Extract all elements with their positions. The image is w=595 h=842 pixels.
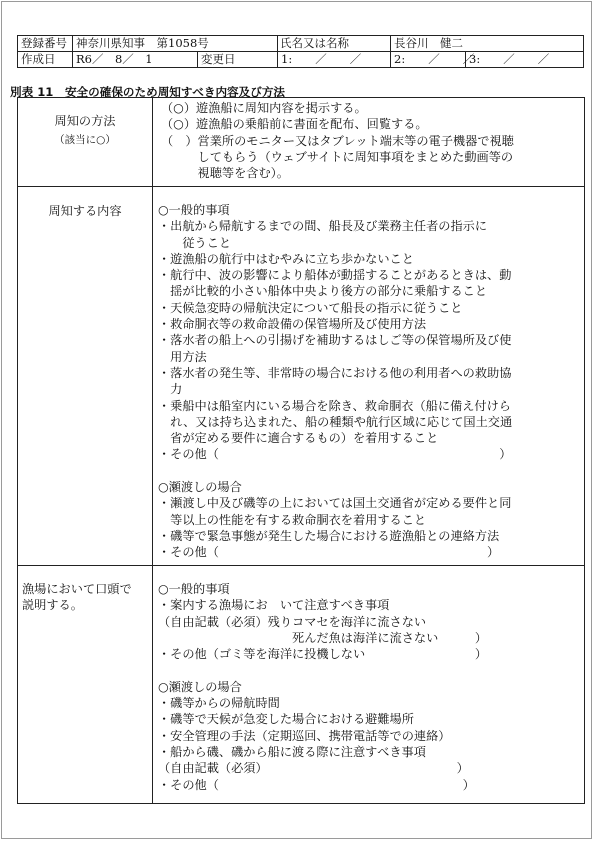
method-line: してもらう（ウェブサイトに周知事項をまとめた動画等の: [161, 149, 514, 164]
list-item: （自由記載（必須）残りコマセを海洋に流さない: [158, 614, 427, 629]
list-item: ・出航から帰航するまでの間、船長及び業務主任者の指示に: [158, 219, 488, 234]
content-text-cell: [153, 187, 585, 566]
list-item: ・案内する漁場にお いて注意すべき事項: [158, 598, 390, 613]
header-row-dates: [18, 52, 584, 68]
list-item: ・落水者の発生等、非常時の場合における他の利用者への救助協: [158, 365, 512, 380]
list-item: ・その他（ ）: [158, 545, 500, 560]
created-value: R6／ 8／ 1: [73, 52, 198, 68]
list-item: ・落水者の船上への引揚げを補助するはしご等の保管場所及び使: [158, 333, 512, 348]
changed-label: 変更日: [198, 52, 278, 68]
oral-label-cell: [18, 566, 153, 804]
list-item: ・その他（ゴミ等を海洋に投機しない ）: [158, 647, 488, 662]
method-line: 視聴等を含む）。: [161, 166, 289, 181]
list-item: （自由記載（必須） ）: [158, 761, 469, 776]
list-item: 用方法: [158, 349, 207, 364]
ferry-heading: ○瀬渡しの場合: [158, 679, 242, 694]
method-content-cell: [153, 98, 585, 187]
list-item: ・その他（ ）: [158, 447, 512, 462]
header-row-registration: [18, 36, 584, 52]
name-value: 長谷川 健二: [391, 36, 584, 52]
list-item: ・磯等からの帰航時間: [158, 696, 280, 711]
list-item: ・磯等で天候が急変した場合における避難場所: [158, 712, 414, 727]
method-line: （○）遊漁船の乗船前に書面を配布、回覧する。: [161, 117, 428, 132]
list-item: 等以上の性能を有する救命胴衣を着用すること: [158, 512, 427, 527]
list-item: ・その他（ ）: [158, 777, 475, 792]
method-line: （○）遊漁船に周知内容を掲示する。: [161, 101, 367, 115]
method-label: 周知の方法: [54, 114, 116, 128]
content-label: 周知する内容: [48, 204, 122, 218]
list-item: ・瀬渡し中及び磯等の上においては国土交通省が定める要件と同: [158, 496, 512, 511]
registration-header-table: [17, 35, 584, 68]
change-date-3: 3: ／ ／: [466, 52, 584, 68]
list-item: 省が定める要件に適合するもの）を着用すること: [158, 431, 439, 446]
list-item: 力: [158, 382, 183, 397]
spacer: [158, 463, 584, 479]
method-line: （ ）営業所のモニター又はタブレット端末等の電子機器で視聴: [161, 133, 514, 148]
list-item: ・遊漁船の航行中はむやみに立ち歩かないこと: [158, 251, 414, 266]
list-item: ・船から磯、磯から船に渡る際に注意すべき事項: [158, 744, 426, 759]
oral-label-line: 説明する。: [22, 598, 83, 613]
oral-content-cell: [153, 566, 585, 804]
content-label-cell: [18, 187, 153, 566]
list-item: れ、又は持ち込まれた、船の種類や航行区域に応じて国土交通: [158, 414, 513, 429]
list-item: 揺が比較的小さい船体中央より後方の部分に乗船すること: [158, 284, 488, 299]
safety-notice-table: [17, 97, 585, 804]
row-content: [18, 187, 585, 566]
created-label: 作成日: [18, 52, 73, 68]
reg-no-value: 神奈川県知事 第1058号: [73, 36, 278, 52]
reg-no-label: 登録番号: [18, 36, 73, 52]
row-oral: [18, 566, 585, 804]
list-item: ・安全管理の手法（定期巡回、携帯電話等での連絡）: [158, 728, 451, 743]
row-method: [18, 98, 585, 187]
list-item: 従うこと: [158, 235, 232, 250]
list-item: 死んだ魚は海洋に流さない ）: [158, 630, 488, 645]
spacer: [158, 662, 584, 678]
list-item: ・航行中、波の影響により船体が動揺することがあるときは、動: [158, 268, 512, 283]
method-sublabel: （該当に○）: [54, 134, 116, 146]
list-item: ・磯等で緊急事態が発生した場合における遊漁船との連絡方法: [158, 528, 500, 543]
list-item: ・乗船中は船室内にいる場合を除き、救命胴衣（船に備え付けら: [158, 398, 511, 413]
method-label-cell: [18, 98, 153, 187]
table-title: 別表 11 安全の確保のため周知すべき内容及び方法: [10, 85, 286, 99]
general-heading: ○一般的事項: [158, 582, 230, 596]
change-date-1: 1: ／ ／: [278, 52, 391, 68]
oral-label-line: 漁場において口頭で: [22, 582, 132, 596]
list-item: ・救命胴衣等の救命設備の保管場所及び使用方法: [158, 317, 427, 332]
list-item: ・天候急変時の帰航決定について船長の指示に従うこと: [158, 300, 463, 315]
change-date-2: 2: ／ ／: [391, 52, 466, 68]
ferry-heading: ○瀬渡しの場合: [158, 480, 242, 495]
name-label: 氏名又は名称: [278, 36, 391, 52]
general-heading: ○一般的事項: [158, 203, 230, 217]
